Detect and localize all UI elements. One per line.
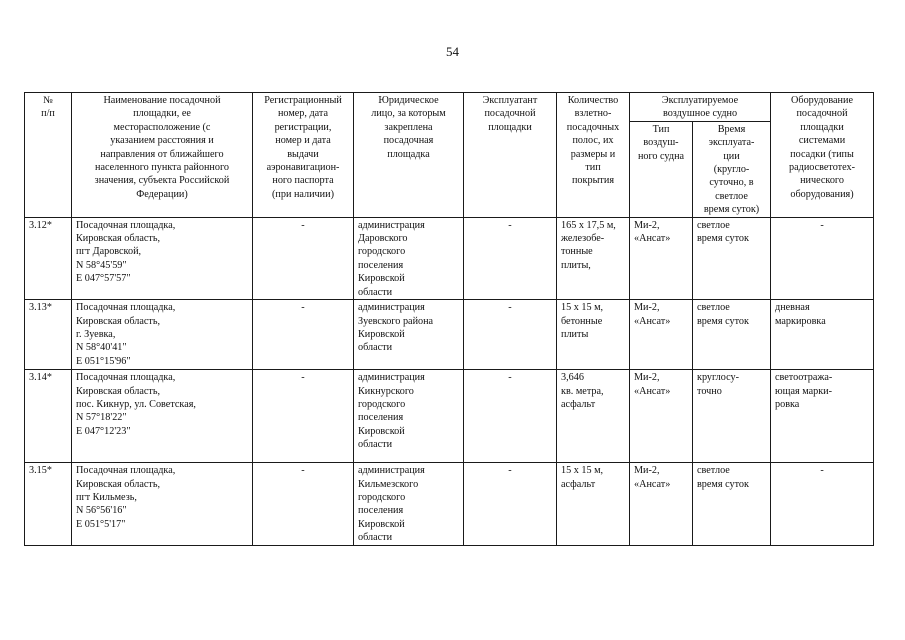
cell-name: Посадочная площадка, Кировская область, г. Зуевка, N 58°40'41" E 051°15'96": [72, 300, 253, 370]
header-name: Наименование посадочной площадки, ее месторасположение (с указанием расстояния и направления от ближайшего населенного пункта районного значения, субъекта Российской Федерации): [72, 93, 253, 218]
cell-operator: -: [464, 370, 557, 463]
cell-equipment: -: [771, 463, 874, 545]
cell-aircraft-type: Ми-2, «Ансат»: [630, 463, 693, 545]
table-row: [25, 300, 874, 370]
cell-num: 3.12*: [25, 217, 72, 299]
cell-equipment: дневная маркировка: [771, 300, 874, 370]
header-row: [25, 93, 874, 122]
cell-operating-time: светлое время суток: [693, 300, 771, 370]
cell-registration: -: [253, 300, 354, 370]
header-operator: Эксплуатант посадочной площадки: [464, 93, 557, 218]
cell-operating-time: светлое время суток: [693, 463, 771, 545]
cell-legal-entity: администрация Кикнурского городского поселения Кировской области: [354, 370, 464, 463]
cell-num: 3.13*: [25, 300, 72, 370]
cell-runways: 15 х 15 м, асфальт: [557, 463, 630, 545]
cell-operating-time: круглосу- точно: [693, 370, 771, 463]
cell-runways: 3,646 кв. метра, асфальт: [557, 370, 630, 463]
page-number: 54: [446, 44, 459, 59]
header-registration: Регистрационный номер, дата регистрации, номер и дата выдачи аэронавигацион- ного паспорта (при наличии): [253, 93, 354, 218]
cell-equipment: -: [771, 217, 874, 299]
cell-runways: 165 х 17,5 м, железобе- тонные плиты,: [557, 217, 630, 299]
header-aircraft-group: Эксплуатируемое воздушное судно: [630, 93, 771, 122]
cell-legal-entity: администрация Кильмезского городского поселения Кировской области: [354, 463, 464, 545]
cell-equipment: светоотража- ющая марки- ровка: [771, 370, 874, 463]
cell-runways: 15 х 15 м, бетонные плиты: [557, 300, 630, 370]
table-header: [25, 93, 874, 218]
header-operating-time: Время эксплуата- ции (кругло- суточно, в светлое время суток): [693, 121, 771, 217]
cell-operator: -: [464, 217, 557, 299]
table-row: [25, 370, 874, 463]
cell-registration: -: [253, 463, 354, 545]
cell-legal-entity: администрация Даровского городского поселения Кировской области: [354, 217, 464, 299]
cell-operator: -: [464, 463, 557, 545]
cell-aircraft-type: Ми-2, «Ансат»: [630, 300, 693, 370]
cell-num: 3.15*: [25, 463, 72, 545]
cell-registration: -: [253, 217, 354, 299]
cell-name: Посадочная площадка, Кировская область, пгт Кильмезь, N 56°56'16" E 051°5'17": [72, 463, 253, 545]
landing-sites-table: [24, 92, 874, 546]
header-legal-entity: Юридическое лицо, за которым закреплена посадочная площадка: [354, 93, 464, 218]
cell-operator: -: [464, 300, 557, 370]
cell-operating-time: светлое время суток: [693, 217, 771, 299]
header-equipment: Оборудование посадочной площадки системами посадки (типы радиосветотех- нического оборудования): [771, 93, 874, 218]
cell-legal-entity: администрация Зуевского района Кировской области: [354, 300, 464, 370]
cell-num: 3.14*: [25, 370, 72, 463]
header-num: № п/п: [25, 93, 72, 218]
cell-name: Посадочная площадка, Кировская область, пос. Кикнур, ул. Советская, N 57°18'22" E 047°12'23": [72, 370, 253, 463]
cell-name: Посадочная площадка, Кировская область, пгт Даровской, N 58°45'59" E 047°57'57": [72, 217, 253, 299]
table-row: [25, 217, 874, 299]
cell-aircraft-type: Ми-2, «Ансат»: [630, 217, 693, 299]
table-row: [25, 463, 874, 545]
cell-registration: -: [253, 370, 354, 463]
header-runways: Количество взлетно- посадочных полос, их размеры и тип покрытия: [557, 93, 630, 218]
header-aircraft-type: Тип воздуш- ного судна: [630, 121, 693, 217]
cell-aircraft-type: Ми-2, «Ансат»: [630, 370, 693, 463]
